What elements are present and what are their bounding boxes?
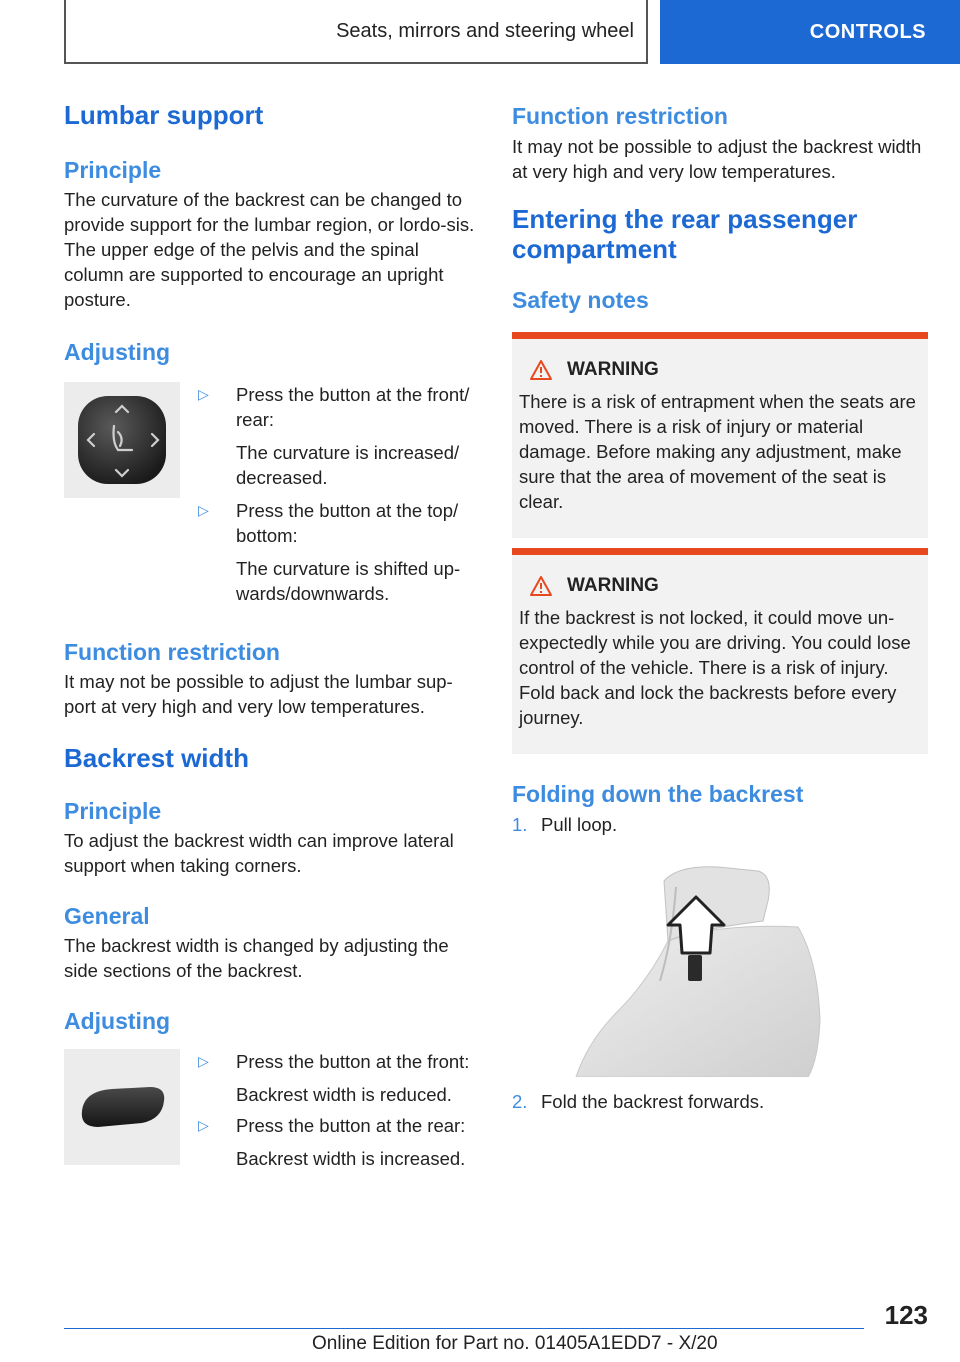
function-restriction-heading: Function restriction	[64, 639, 280, 665]
list-item	[512, 812, 928, 837]
folding-steps-list-cont	[512, 1089, 928, 1114]
section-title: Seats, mirrors and steering wheel	[336, 19, 634, 42]
warning-label: WARNING	[567, 575, 659, 596]
entering-rear-title: Entering the rear passenger compartment	[512, 204, 858, 264]
warning-header	[529, 359, 922, 381]
footer-edition: Online Edition for Part no. 01405A1EDD7 - X/20	[312, 1333, 718, 1354]
backrest-adjust-block	[64, 1049, 480, 1171]
general-heading: General	[64, 903, 150, 929]
bw-principle-text: To adjust the backrest width can improve lateral support when taking corners.	[64, 830, 454, 876]
folding-down-heading: Folding down the backrest	[512, 781, 804, 807]
bw-principle-heading: Principle	[64, 798, 162, 824]
warning-header	[529, 575, 922, 597]
backrest-width-button-icon	[72, 1067, 172, 1147]
general-text: The backrest width is changed by adjusting the side sections of the backrest.	[64, 935, 449, 981]
step-text: Fold the backrest forwards.	[541, 1091, 765, 1112]
page-number: 123	[884, 1300, 928, 1330]
adjust-result-text: The curvature is shifted up-wards/downwards.	[236, 558, 461, 604]
warning-box	[512, 548, 928, 754]
list-item	[198, 498, 480, 606]
adjust-result-text: Backrest width is reduced.	[236, 1084, 452, 1105]
backrest-adjust-list	[198, 1049, 480, 1171]
chapter-label: CONTROLS	[809, 20, 926, 43]
header-section-title	[64, 0, 648, 64]
bw-function-restriction-heading: Function restriction	[512, 103, 728, 129]
adjust-result-text: The curvature is increased/ decreased.	[236, 442, 460, 488]
adjust-action-text: Press the button at the front:	[236, 1051, 470, 1072]
bw-adjusting-heading: Adjusting	[64, 1008, 171, 1034]
bw-function-restriction-text: It may not be possible to adjust the backrest width at very high and very low temperatures.	[512, 136, 922, 182]
backrest-control-image	[64, 1049, 180, 1165]
adjust-action-text: Press the button at the front/ rear:	[236, 384, 470, 430]
header-chapter-tab[interactable]	[660, 0, 960, 64]
adjust-result-text: Backrest width is increased.	[236, 1148, 466, 1169]
lumbar-button-icon	[72, 390, 172, 490]
step-text: Pull loop.	[541, 814, 618, 835]
lumbar-control-image	[64, 382, 180, 498]
backrest-width-title: Backrest width	[64, 743, 249, 773]
warning-text: If the backrest is not locked, it could move un-expectedly while you are driving. You could lose control of the vehicle. There is a risk of injury. Fold back and lock the backrests before every journey.	[519, 607, 911, 728]
principle-heading: Principle	[64, 157, 162, 183]
warning-box	[512, 332, 928, 538]
safety-notes-heading: Safety notes	[512, 287, 649, 313]
triangle-bullet-icon: ▷	[198, 386, 209, 402]
lumbar-adjust-block	[64, 382, 480, 606]
right-column	[512, 100, 928, 1114]
step-number: 2.	[512, 1091, 528, 1112]
pull-loop-illustration	[568, 861, 824, 1077]
step-number: 1.	[512, 814, 528, 835]
function-restriction-text: It may not be possible to adjust the lumbar sup-port at very high and very low temperatures.	[64, 671, 453, 717]
list-item	[512, 1089, 928, 1114]
footer-divider	[64, 1328, 864, 1329]
warning-triangle-icon	[529, 575, 553, 597]
list-item	[198, 382, 480, 490]
list-item	[198, 1113, 480, 1171]
triangle-bullet-icon: ▷	[198, 1117, 209, 1133]
list-item	[198, 1049, 480, 1107]
adjusting-heading: Adjusting	[64, 339, 171, 365]
adjust-action-text: Press the button at the top/ bottom:	[236, 500, 459, 546]
folding-steps-list	[512, 812, 928, 837]
warning-text: There is a risk of entrapment when the seats are moved. There is a risk of injury or material damage. Before making any adjustment, make sure that the area of movement of the seat is clear.	[519, 391, 916, 512]
warning-triangle-icon	[529, 359, 553, 381]
triangle-bullet-icon: ▷	[198, 1053, 209, 1069]
seat-pull-loop-image	[568, 861, 824, 1077]
lumbar-adjust-list	[198, 382, 480, 606]
lumbar-support-title: Lumbar support	[64, 100, 264, 130]
left-column	[64, 100, 480, 1171]
adjust-action-text: Press the button at the rear:	[236, 1115, 466, 1136]
principle-text: The curvature of the backrest can be changed to provide support for the lumbar region, or lordo-sis. The upper edge of the pelvis and the spinal column are supported to encourage an upright posture.	[64, 189, 475, 310]
warning-label: WARNING	[567, 359, 659, 380]
triangle-bullet-icon: ▷	[198, 502, 209, 518]
